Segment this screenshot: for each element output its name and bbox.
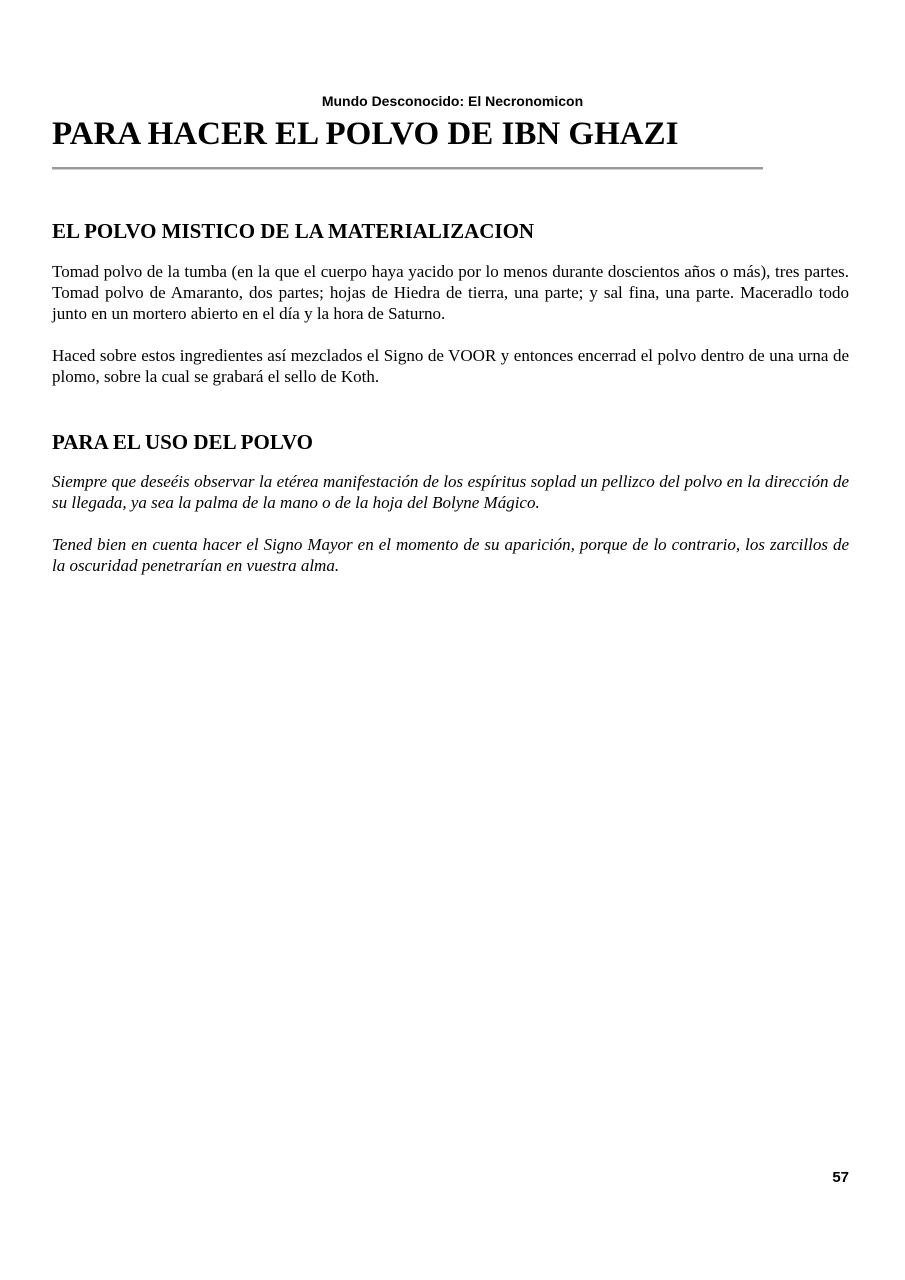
section-heading-materializacion: EL POLVO MISTICO DE LA MATERIALIZACION bbox=[52, 219, 535, 243]
paragraph-warning: Tened bien en cuenta hacer el Signo Mayor en el momento de su aparición, porque de lo contrario, los zarcillos de la oscuridad penetrarían en vuestra alma. bbox=[52, 535, 849, 575]
paragraph-usage: Siempre que deseéis observar la etérea manifestación de los espíritus soplad un pellizco del polvo en la dirección de su llegada, ya sea la palma de la mano o de la hoja del Bolyne Mágico. bbox=[52, 472, 849, 512]
running-header: Mundo Desconocido: El Necronomicon bbox=[321, 93, 584, 109]
paragraph-ingredients: Tomad polvo de la tumba (en la que el cuerpo haya yacido por lo menos durante doscientos años o más), tres partes. Tomad polvo de Amaranto, dos partes; hojas de Hiedra de tierra, una parte; y sal fina, una parte. Maceradlo todo junto en un mortero abierto en el día y la hora de Saturno. bbox=[52, 262, 849, 323]
page-title: PARA HACER EL POLVO DE IBN GHAZI bbox=[52, 116, 679, 152]
page-number: 57 bbox=[832, 1169, 849, 1186]
section-heading-uso: PARA EL USO DEL POLVO bbox=[52, 430, 313, 454]
paragraph-voor-sign: Haced sobre estos ingredientes así mezclados el Signo de VOOR y entonces encerrad el polvo dentro de una urna de plomo, sobre la cual se grabará el sello de Koth. bbox=[52, 346, 849, 386]
title-divider bbox=[52, 167, 763, 170]
